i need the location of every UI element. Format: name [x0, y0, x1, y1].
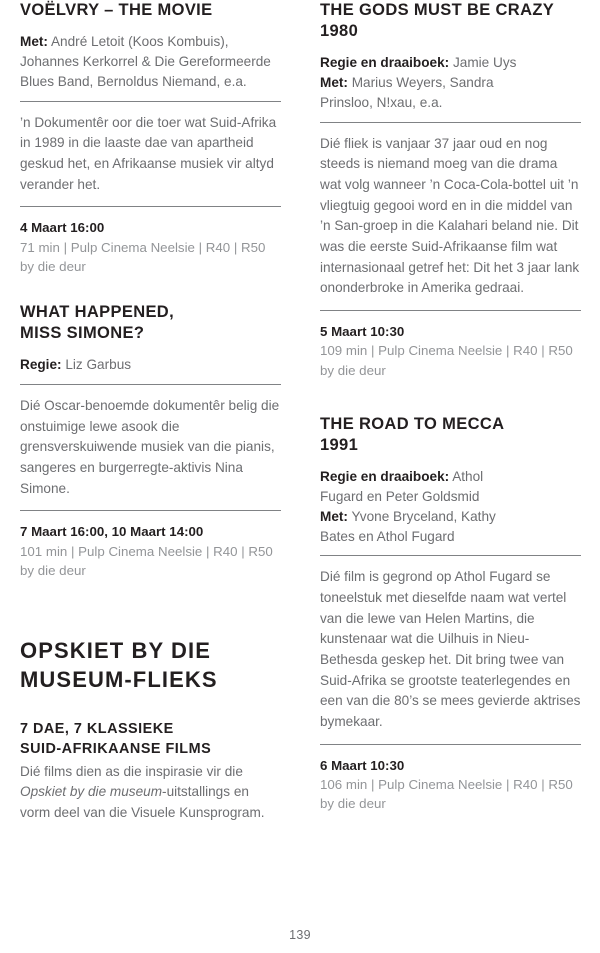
spacer	[20, 580, 281, 636]
credit-line	[320, 467, 581, 487]
section-description-part1: Dié films dien as die inspirasie vir die	[20, 764, 243, 780]
section-title-line: OPSKIET BY DIE	[20, 638, 212, 664]
divider-rule	[320, 555, 581, 556]
film-title	[20, 0, 281, 21]
divider-rule	[20, 206, 281, 207]
page-number: 139	[289, 928, 311, 942]
credit-line: Fugard en Peter Goldsmid	[320, 488, 480, 504]
section-title	[20, 636, 281, 694]
film-year: 1980	[320, 22, 359, 41]
film-credits	[20, 32, 281, 92]
credit-line	[20, 355, 281, 375]
credit-line	[320, 507, 581, 527]
credit-label: Met:	[320, 508, 348, 524]
section-subtitle-line: 7 DAE, 7 KLASSIEKE	[20, 721, 174, 738]
film-title-line: WHAT HAPPENED,	[20, 303, 175, 322]
credit-label: Regie en draaiboek:	[320, 55, 450, 71]
credit-label: Met:	[320, 75, 348, 91]
divider-rule	[320, 122, 581, 123]
section-description-part2: -uitstallings en vorm deel van die Visuele Kunsprogram.	[20, 784, 265, 820]
credit-line	[320, 73, 581, 93]
screening-info: 109 min | Pulp Cinema Neelsie | R40 | R50 by die deur	[320, 343, 573, 378]
credit-line	[320, 53, 581, 73]
credit-line: Prinsloo, N!xau, e.a.	[320, 94, 443, 110]
credit-line: Blues Band, Bernoldus Niemand, e.a.	[20, 73, 247, 89]
credit-value: Jamie Uys	[452, 55, 517, 71]
spacer	[20, 276, 281, 302]
film-year: 1991	[320, 435, 359, 454]
screening-info: 71 min | Pulp Cinema Neelsie | R40 | R50 by die deur	[20, 239, 266, 274]
credit-value: André Letoit (Koos Kombuis),	[50, 34, 229, 50]
film-title-line: THE GODS MUST BE CRAZY	[320, 1, 555, 19]
film-description: Dié film is gegrond op Athol Fugard se toneelstuk met dieselfde naam wat vertel van die lewe van Helen Martins, die kunstenaar wat die Uilhuis in Nieu-Bethesda geskep het. Dit bring twee van Suid-Afrika se grootste teaterlegendes en een van die 80’s se mees gevierde aktrises bymekaar.	[320, 569, 581, 729]
credit-label: Met:	[20, 34, 48, 50]
film-description: Dié fliek is vanjaar 37 jaar oud en nog steeds is niemand moeg van die drama wat volg wanneer ’n Coca-Cola-bottel uit ’n vliegtuig gegooi word en in die middel van ’n San-groep in die Kalahari beland nie. Dit was die eerste Suid-Afrikaanse film wat internasionaal getref het: Dit het 3 jaar lank ononderbroke in Amerika gedraai.	[320, 135, 580, 296]
section-description-italic: Opskiet by die museum	[20, 784, 163, 800]
credit-line: Johannes Kerkorrel & Die Gereformeerde	[20, 53, 271, 69]
section-description	[20, 762, 281, 823]
right-column	[300, 0, 600, 813]
credit-line	[20, 32, 281, 52]
divider-rule	[320, 744, 581, 745]
credit-line: Bates en Athol Fugard	[320, 528, 455, 544]
credit-label: Regie en draaiboek:	[320, 469, 450, 485]
credit-value: Liz Garbus	[65, 357, 132, 373]
screening-date: 5 Maart 10:30	[320, 324, 405, 339]
film-entry	[320, 0, 581, 380]
divider-rule	[320, 310, 581, 311]
credit-value: Marius Weyers, Sandra	[351, 75, 494, 91]
film-title-line: THE ROAD TO MECCA	[320, 414, 505, 433]
divider-rule	[20, 101, 281, 102]
film-description: ’n Dokumentêr oor die toer wat Suid-Afrika in 1989 in die laaste dae van apartheid geskud het, en Afrikaanse musiek vir altyd verander het.	[20, 114, 277, 192]
film-entry	[20, 302, 281, 580]
film-title-line: MISS SIMONE?	[20, 324, 145, 343]
screening-info: 101 min | Pulp Cinema Neelsie | R40 | R50 by die deur	[20, 543, 273, 578]
credit-value: Athol	[452, 469, 484, 485]
section-title-line: MUSEUM-FLIEKS	[20, 667, 218, 693]
film-entry	[320, 414, 581, 814]
film-description: Dié Oscar-benoemde dokumentêr belig die onstuimige lewe asook die grensverskuiwende musiek van die pianis, sangeres en burgerregte-aktivis Nina Simone.	[20, 398, 280, 496]
spacer	[320, 380, 581, 414]
film-entry	[20, 0, 281, 276]
film-credits	[20, 355, 281, 375]
film-title	[320, 0, 581, 42]
screening-date: 6 Maart 10:30	[320, 757, 405, 773]
divider-rule	[20, 384, 281, 385]
film-title	[320, 414, 581, 456]
section-subtitle-line: SUID-AFRIKAANSE FILMS	[20, 741, 212, 758]
film-credits	[320, 53, 581, 113]
film-title	[20, 302, 281, 344]
divider-rule	[20, 510, 281, 511]
screening-info: 106 min | Pulp Cinema Neelsie | R40 | R50 by die deur	[320, 776, 573, 812]
section-subtitle	[20, 720, 281, 760]
credit-label: Regie:	[20, 357, 62, 373]
screening-date: 4 Maart 16:00	[20, 220, 105, 236]
credit-value: Yvone Bryceland, Kathy	[351, 508, 496, 524]
left-column	[0, 0, 300, 823]
film-credits	[320, 467, 581, 546]
screening-date: 7 Maart 16:00, 10 Maart 14:00	[20, 524, 204, 540]
film-title-line: VOËLVRY – THE MOVIE	[20, 1, 213, 19]
section-block	[20, 636, 281, 823]
